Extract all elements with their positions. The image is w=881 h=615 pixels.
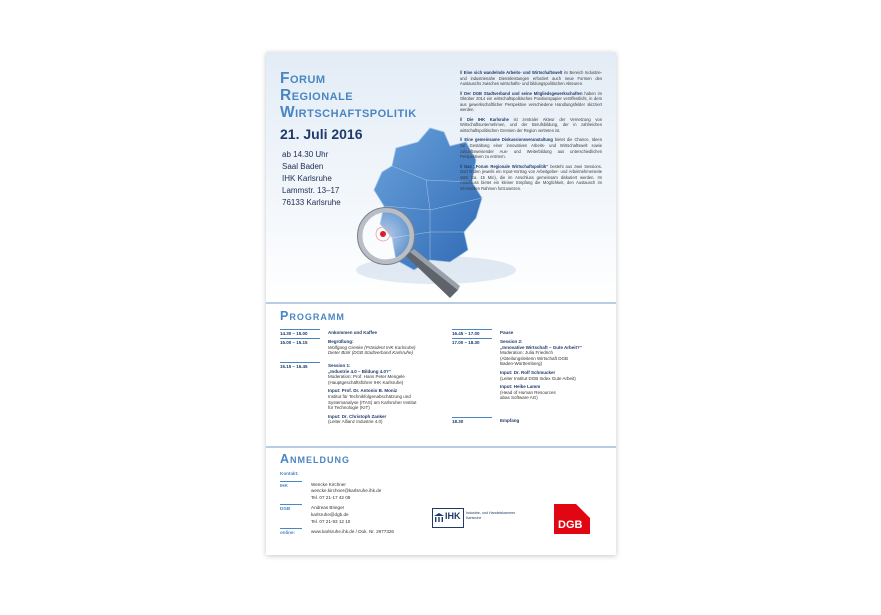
dgb-logo: DGB bbox=[554, 504, 590, 534]
intro-text-column bbox=[460, 70, 602, 195]
info-street: Lammstr. 13–17 bbox=[282, 186, 340, 195]
anmeldung-heading: Anmeldung bbox=[280, 452, 351, 466]
program-row: 17.00 – 18.30 Session 2: „Innovative Wirtschaft – Gute Arbeit?“ Moderation: Julia Friedrich (Abteilungsleiterin Wirtschaft DGB Baden-Württemberg) Input: Dr. Rolf Schmucker (Leiter Institut DGB Index Gute Arbeit) Input: Heike Lamm (Head of Human Resources abas Software AG) bbox=[452, 339, 583, 401]
program-left-column bbox=[280, 329, 440, 425]
intro-paragraph: // Eine gemeinsame Diskussionsveranstaltung bietet die Chance, Ideen zur Gestaltung einer innovativen Arbeits- und Wirtschaftswelt sowie zukunftsweisender Aus- und Weiterbildung aus unterschiedlichen Perspektiven zu erörtern. bbox=[460, 137, 602, 160]
ihk-logo-text: Industrie- und Handelskammer Karlsruhe bbox=[466, 511, 516, 520]
section-divider bbox=[266, 302, 616, 304]
flyer-title bbox=[280, 70, 417, 121]
info-venue: IHK Karlsruhe bbox=[282, 174, 332, 183]
magnifier-lens bbox=[360, 210, 412, 262]
ihk-logo bbox=[432, 508, 522, 528]
program-row: 15.15 – 16.45 Session 1: „Industrie 4.0 – Bildung 4.0?“ Moderation: Prof. Hans Peter Mengele (Hauptgeschäftsführer IHK Karlsruhe) Input: Prof. Dr. Antonio B. Moniz Institut für Technikfolgenabschätzung und Systemanalyse (ITAS) am Karlsruher Institut für Technologie (KIT) Input: Dr. Christoph Zanker (Leiter Allianz Industrie 4.0) bbox=[280, 363, 417, 425]
flyer-header-area bbox=[266, 52, 616, 302]
title-line-1: Forum bbox=[280, 70, 326, 87]
intro-paragraph: // Der DGB Stadtverband und seine Mitgliedsgewerkschaften haben im Oktober 2014 ein wirtschaftspolitisches Positionspapier veröffentlicht, in dem aus gewerkschaftlicher Perspektive verschiedene Handlungsfelder skizziert werden. bbox=[460, 90, 602, 113]
contact-label: Kontakt: bbox=[280, 471, 299, 476]
building-icon bbox=[434, 513, 444, 523]
ihk-email-link[interactable]: wencke.kirchner@karlsruhe.ihk.de bbox=[311, 488, 382, 494]
intro-paragraph: // Eine sich wandelnde Arbeits- und Wirtschaftswelt im Bereich Industrie- und industrienahe Dienstleistungen erfordert auch neue Formen des Austauschs zwischen wirtschafts- und bildungspolitischen Akteuren. bbox=[460, 70, 602, 87]
title-line-3: Wirtschaftspolitik bbox=[280, 104, 417, 121]
contact-row-dgb: DGB Andreas Brieger karlsruhe@dgb.de Tel. 07 21-93 12 10 bbox=[280, 504, 394, 524]
contact-row-ihk: IHK Wencke Kirchner wencke.kirchner@karlsruhe.ihk.de Tel. 07 21-17 42 08 bbox=[280, 481, 394, 501]
contact-block bbox=[280, 470, 394, 535]
dgb-email-link[interactable]: karlsruhe@dgb.de bbox=[311, 511, 349, 517]
info-city: 76133 Karlsruhe bbox=[282, 198, 341, 207]
program-row: 15.00 – 15.15 Begrüßung: Wolfgang Grenke (Präsident IHK Karlsruhe) Dieter Bürk (DGB Stadtverband Karlsruhe) bbox=[280, 339, 416, 356]
info-room: Saal Baden bbox=[282, 162, 324, 171]
website-link[interactable]: www.karlsruhe.ihk.de / Dok. Nr. 2977326 bbox=[311, 529, 394, 535]
program-row: 14.30 – 15.00 Ankommen und Kaffee bbox=[280, 330, 378, 336]
intro-paragraph: // Die IHK Karlsruhe ist zentraler Akteur der Vernetzung von Wirtschaftsunternehmen, und der Berufsbildung, der in zahlreichen wirtschaftspolitischen Gremien der Region vertreten ist. bbox=[460, 116, 602, 133]
program-right-column bbox=[452, 329, 607, 424]
event-info bbox=[282, 149, 341, 209]
info-time: ab 14.30 Uhr bbox=[282, 150, 329, 159]
event-date: 21. Juli 2016 bbox=[280, 126, 363, 142]
ihk-logo-mark: IHK bbox=[432, 508, 464, 528]
event-flyer bbox=[266, 52, 616, 555]
intro-paragraph: // Das „Forum Regionale Wirtschaftspolitik“ besteht aus zwei Sessions. Dort finden jeweils ein Input-Vortrag von Arbeitgeber- und Arbeitnehmerseite statt (ca. 15 Min), die im Anschluss gemeinsam diskutiert werden. Im Anschluss bietet ein kleiner Empfang die Möglichkeit, den Austausch im informellen Rahmen fortzusetzen. bbox=[460, 163, 602, 191]
title-line-2: Regionale bbox=[280, 87, 354, 104]
section-divider bbox=[266, 446, 616, 448]
location-marker bbox=[380, 231, 386, 237]
contact-row-online: online: www.karlsruhe.ihk.de / Dok. Nr. 2977326 bbox=[280, 529, 394, 536]
program-row: 16.45 – 17.00 Pause bbox=[452, 330, 514, 336]
programm-heading: Programm bbox=[280, 309, 345, 323]
program-row: 18.30 Empfang bbox=[452, 418, 520, 424]
